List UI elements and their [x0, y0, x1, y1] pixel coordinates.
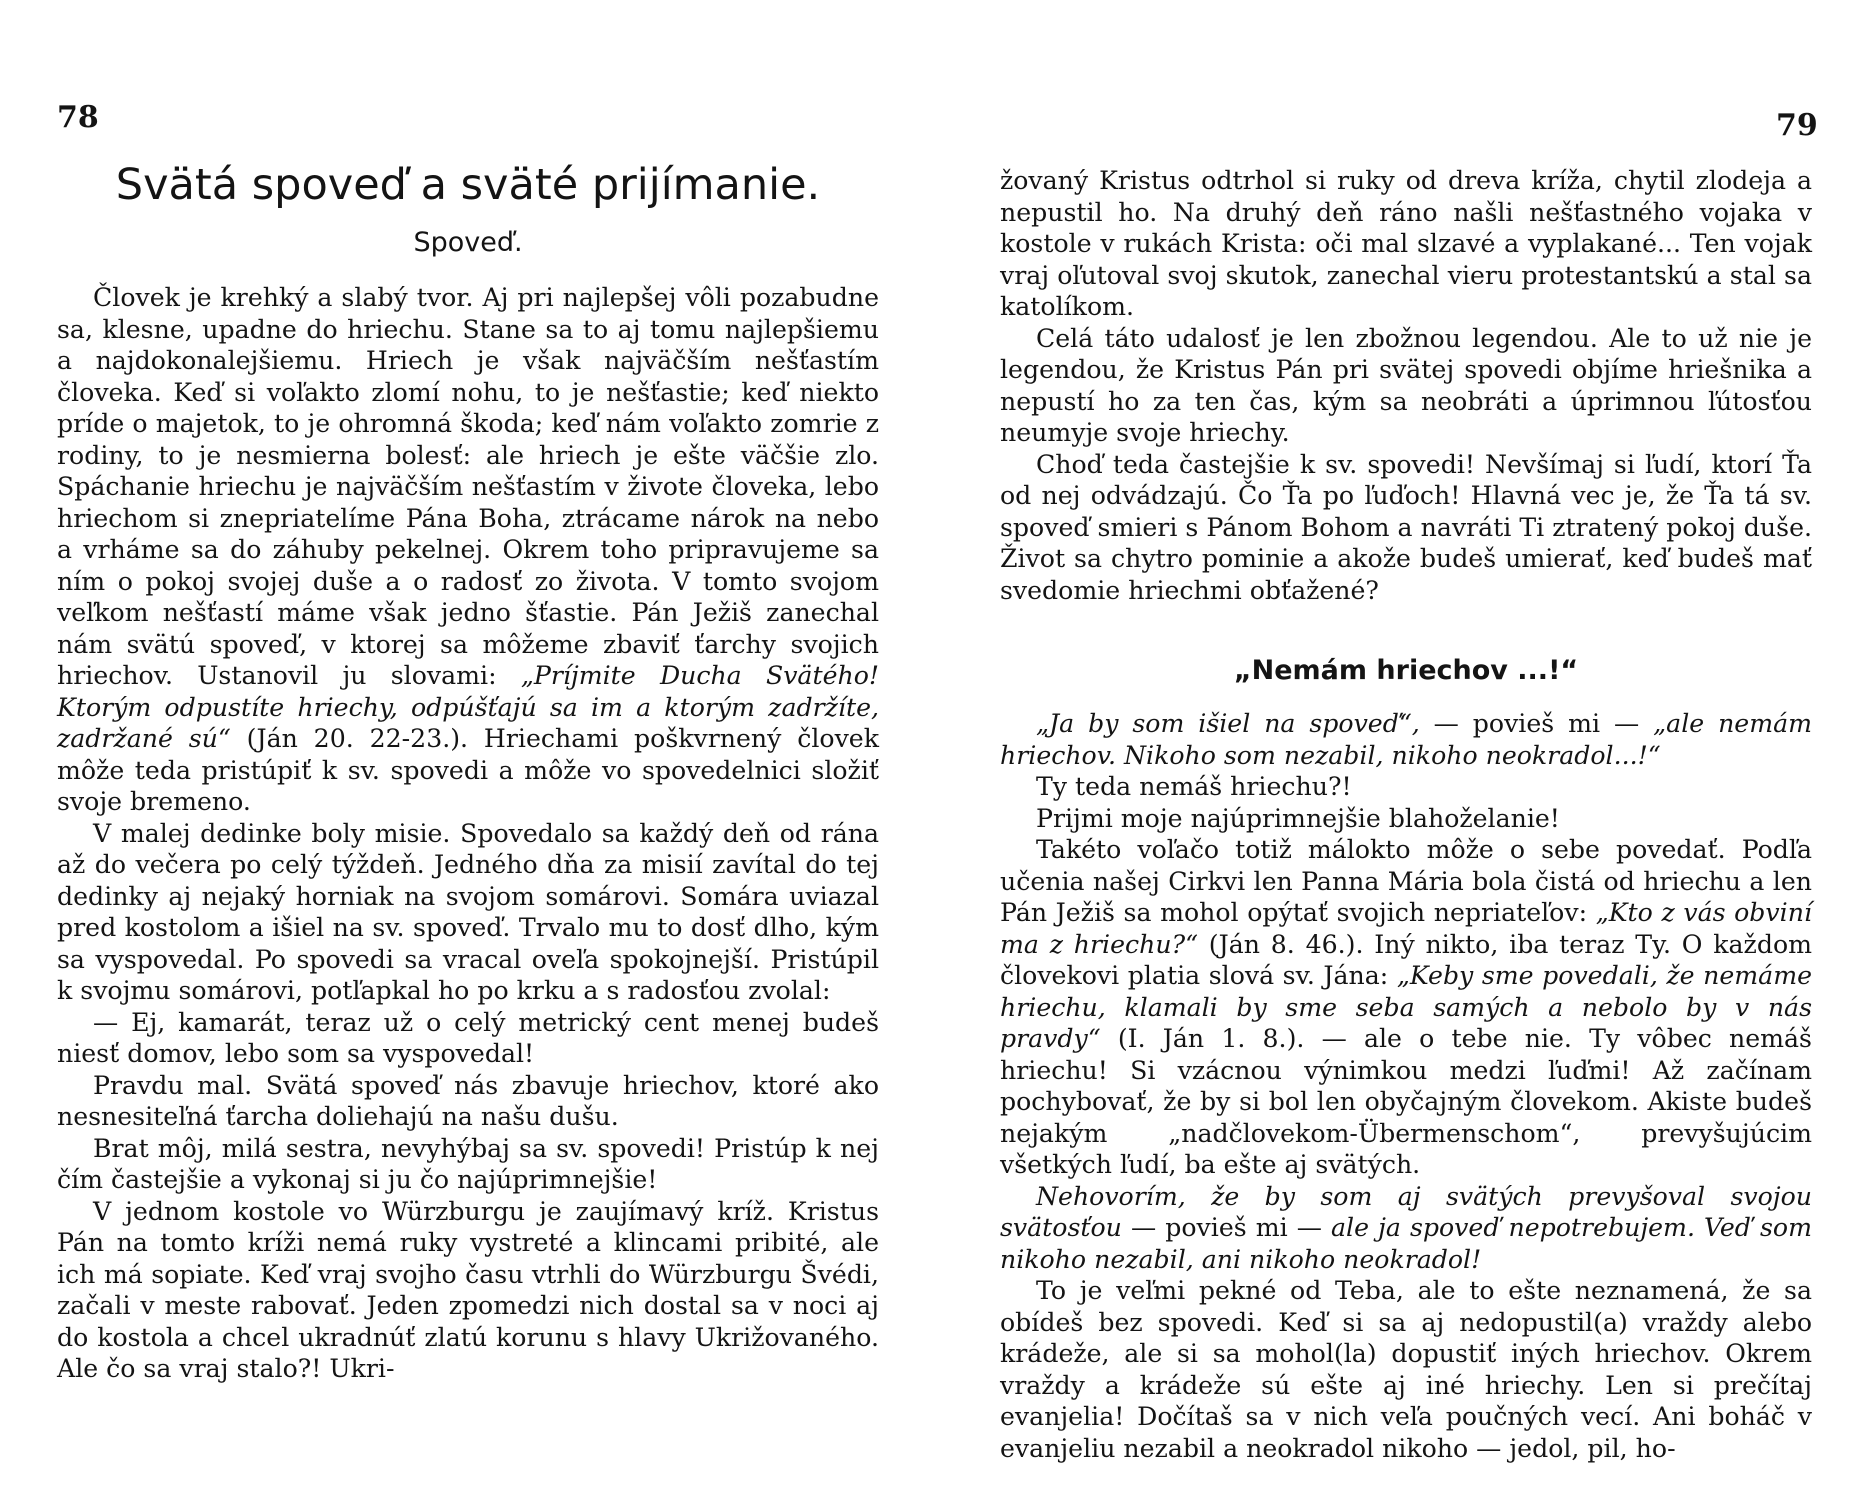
- paragraph: Takéto voľačo totiž málokto môže o sebe povedať. Podľa učenia našej Cirkvi len Panna Mária bola čistá od hriechu a len Pán Ježiš sa mohol opýtať svojich nepriateľov: „Kto z vás obviní ma z hriechu?“ (Ján 8. 46.). Iný nikto, iba teraz Ty. O každom človekovi platia slová sv. Jána: „Keby sme povedali, že nemáme hriechu, klamali by sme seba samých a nebolo by v nás pravdy“ (I. Ján 1. 8.). — ale o tebe nie. Ty vôbec nemáš hriechu! Si vzácnou výnimkou medzi ľuďmi! Až začínam pochybovať, že by si bol len obyčajným človekom. Akiste budeš nejakým „nadčlovekom-Übermenschom“, prevyšujúcim všetkých ľudí, ba ešte aj svätých.: [1000, 835, 1812, 1179]
- paragraph: V malej dedinke boly misie. Spovedalo sa každý deň od rána až do večera po celý týždeň. Jedného dňa za misií zavítal do tej dedinky aj nejaký horniak na svojom somárovi. Somára uviazal pred kostolom a išiel na sv. spoveď. Trvalo mu to dosť dlho, kým sa vyspovedal. Po spovedi sa vracal oveľa spokojnejší. Pristúpil k svojmu somárovi, potľapkal ho po krku a s radosťou zvolal:: [57, 818, 879, 1005]
- paragraph: Brat môj, milá sestra, nevyhýbaj sa sv. spovedi! Pristúp k nej čím častejšie a vykonaj si ju čo najúprimnejšie!: [57, 1133, 879, 1194]
- section-heading-spoved: Spoveď.: [413, 227, 523, 258]
- section-heading-nemam-hriechov: „Nemám hriechov ...!“: [1233, 655, 1579, 686]
- right-page: [1000, 165, 1812, 1464]
- paragraph: Človek je krehký a slabý tvor. Aj pri najlepšej vôli pozabudne sa, klesne, upadne do hriechu. Stane sa to aj tomu najlepšiemu a najdokonalejšiemu. Hriech je však najväčším nešťastím človeka. Keď si voľakto zlomí nohu, to je nešťastie; keď niekto príde o majetok, to je ohromná škoda; keď nám voľakto zomrie z rodiny, to je nesmierna bolesť: ale hriech je ešte väčšie zlo. Spáchanie hriechu je najväčším nešťastím v živote človeka, lebo hriechom si znepriatelíme Pána Boha, ztrácame nárok na nebo a vrháme sa do záhuby pekelnej. Okrem toho pripravujeme sa ním o pokoj svojej duše a o radosť zo života. V tomto svojom veľkom nešťastí máme však jedno šťastie. Pán Ježiš zanechal nám svätú spoveď, v ktorej sa môžeme zbaviť ťarchy svojich hriechov. Ustanovil ju slovami: „Príjmite Ducha Svätého! Ktorým odpustíte hriechy, odpúšťajú sa im a ktorým zadržíte, zadržané sú“ (Ján 20. 22-23.). Hriechami poškvrnený človek môže teda pristúpiť k sv. spovedi a môže vo spovedelnici složiť svoje bremeno.: [57, 283, 879, 816]
- paragraph: To je veľmi pekné od Teba, ale to ešte neznamená, že sa obídeš bez spovedi. Keď si sa aj nedopustil(a) vraždy alebo krádeže, ale si sa mohol(la) dopustiť iných hriechov. Okrem vraždy a krádeže sú ešte aj iné hriechy. Len si prečítaj evanjelia! Dočítaš sa v nich veľa poučných vecí. Ani boháč v evanjeliu nezabil a neokradol nikoho — jedol, pil, ho-: [1000, 1276, 1812, 1463]
- paragraph: Celá táto udalosť je len zbožnou legendou. Ale to už nie je legendou, že Kristus Pán pri svätej spovedi objíme hriešnika a nepustí ho za ten čas, kým sa neobráti a úprimnou ľútosťou neumyje svoje hriechy.: [1000, 323, 1812, 447]
- paragraph: Choď teda častejšie k sv. spovedi! Nevšímaj si ľudí, ktorí Ťa od nej odvádzajú. Čo Ťa po ľuďoch! Hlavná vec je, že Ťa tá sv. spoveď smieri s Pánom Bohom a navráti Ti ztratený pokoj duše. Život sa chytro pominie a akože budeš umierať, keď budeš mať svedomie hriechmi obťažené?: [1000, 449, 1812, 605]
- paragraph: V jednom kostole vo Würzburgu je zaujímavý kríž. Kristus Pán na tomto kríži nemá ruky vystreté a klincami pribité, ale ich má sopiate. Keď vraj svojho času vtrhli do Würzburgu Švédi, začali v meste rabovať. Jeden zpomedzi nich dostal sa v noci aj do kostola a chcel ukradnúť zlatú korunu s hlavy Ukrižovaného. Ale čo sa vraj stalo?! Ukri-: [57, 1196, 879, 1383]
- chapter-title: Svätá spoveď a sväté prijímanie.: [115, 160, 821, 210]
- paragraph: žovaný Kristus odtrhol si ruky od dreva kríža, chytil zlodeja a nepustil ho. Na druhý deň ráno našli nešťastného vojaka v kostole v rukách Krista: oči mal slzavé a vyplakané... Ten vojak vraj oľutoval svoj skutok, zanechal vieru protestantskú a stal sa katolíkom.: [1000, 166, 1812, 321]
- page-number-right: 79: [1776, 108, 1818, 143]
- paragraph: Pravdu mal. Svätá spoveď nás zbavuje hriechov, ktoré ako nesnesiteľná ťarcha doliehajú na našu dušu.: [57, 1070, 879, 1131]
- page-number-left: 78: [57, 100, 99, 135]
- paragraph: „Ja by som išiel na spoveď“, — povieš mi — „ale nemám hriechov. Nikoho som nezabil, nikoho neokradol...!“: [1000, 709, 1812, 770]
- paragraph: — Ej, kamarát, teraz už o celý metrický cent menej budeš niesť domov, lebo som sa vyspovedal!: [57, 1007, 879, 1068]
- left-page: [57, 158, 879, 1385]
- paragraph: Prijmi moje najúprimnejšie blahoželanie!: [1036, 803, 1560, 833]
- paragraph: Ty teda nemáš hriechu?!: [1036, 772, 1352, 801]
- paragraph: Nehovorím, že by som aj svätých prevyšoval svojou svätosťou — povieš mi — ale ja spoveď nepotrebujem. Veď som nikoho nezabil, ani nikoho neokradol!: [1000, 1181, 1812, 1274]
